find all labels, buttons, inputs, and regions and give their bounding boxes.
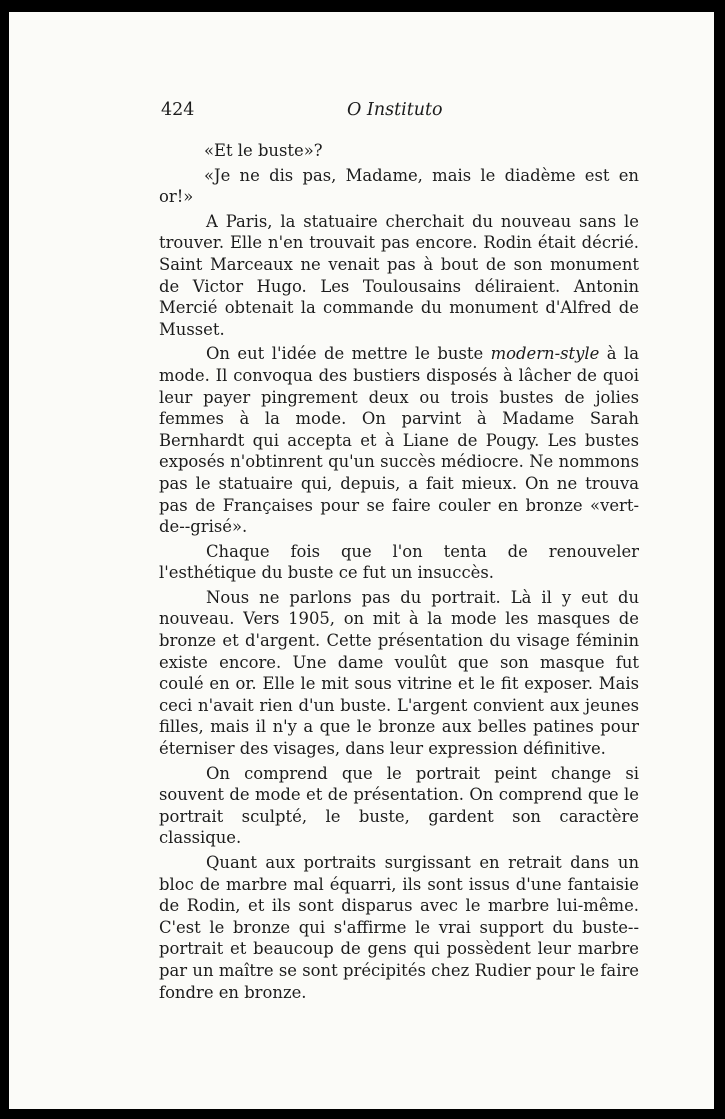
page-body [159, 140, 639, 1006]
page-frame [9, 12, 714, 1109]
running-title: O Instituto [347, 100, 443, 120]
paragraph: «Et le buste»? [204, 141, 323, 160]
page-number: 424 [161, 100, 195, 120]
paragraph: Chaque fois que l'on tenta de renouveler l'esthétique du buste ce fut un insuccès. [159, 541, 639, 583]
paragraph: Nous ne parlons pas du portrait. Là il y eut du nouveau. Vers 1905, on mit à la mode les masques de bronze et d'argent. Cette présentation du visage féminin existe encore. Une dame voulût que son masque fut coulé en or. Elle le mit sous vitrine et le fit exposer. Mais ceci n'avait rien d'un buste. L'argent convient aux jeunes filles, mais il n'y a que le bronze aux belles patines pour éterniser des visages, dans leur expression définitive. [159, 587, 639, 759]
paragraph-text: à la mode. Il convoqua des bustiers disposés à lâcher de quoi leur payer pingrement deux ou trois bustes de jolies femmes à la mode. On parvint à Madame Sarah Bernhardt qui accepta et à Liane de Pougy. Les bustes exposés n'obtinrent qu'un succès médiocre. Ne nommons pas le statuaire qui, depuis, a fait mieux. On ne trouva pas de Françaises pour se faire couler en bronze «vert-de--grisé». [159, 344, 639, 537]
paragraph [159, 343, 639, 537]
italic-term: modern-style [490, 344, 600, 364]
paragraph: A Paris, la statuaire cherchait du nouveau sans le trouver. Elle n'en trouvait pas encore. Rodin était décrié. Saint Marceaux ne venait pas à bout de son monument de Victor Hugo. Les Toulousains déliraient. Antonin Mercié obtenait la commande du monument d'Alfred de Musset. [159, 211, 639, 339]
paragraph: «Je ne dis pas, Madame, mais le diadème est en or!» [159, 165, 639, 207]
paragraph-text: On eut l'idée de mettre le buste [206, 344, 491, 364]
paragraph: On comprend que le portrait peint change si souvent de mode et de présentation. On comprend que le portrait sculpté, le buste, gardent son caractère classique. [159, 763, 639, 848]
page-header [159, 100, 639, 126]
paragraph: Quant aux portraits surgissant en retrait dans un bloc de marbre mal équarri, ils sont issus d'une fantaisie de Rodin, et ils sont disparus avec le marbre lui-même. C'est le bronze qui s'affirme le vrai support du buste--portrait et beaucoup de gens qui possèdent leur marbre par un maître se sont précipités chez Rudier pour le faire fondre en bronze. [159, 853, 639, 1002]
